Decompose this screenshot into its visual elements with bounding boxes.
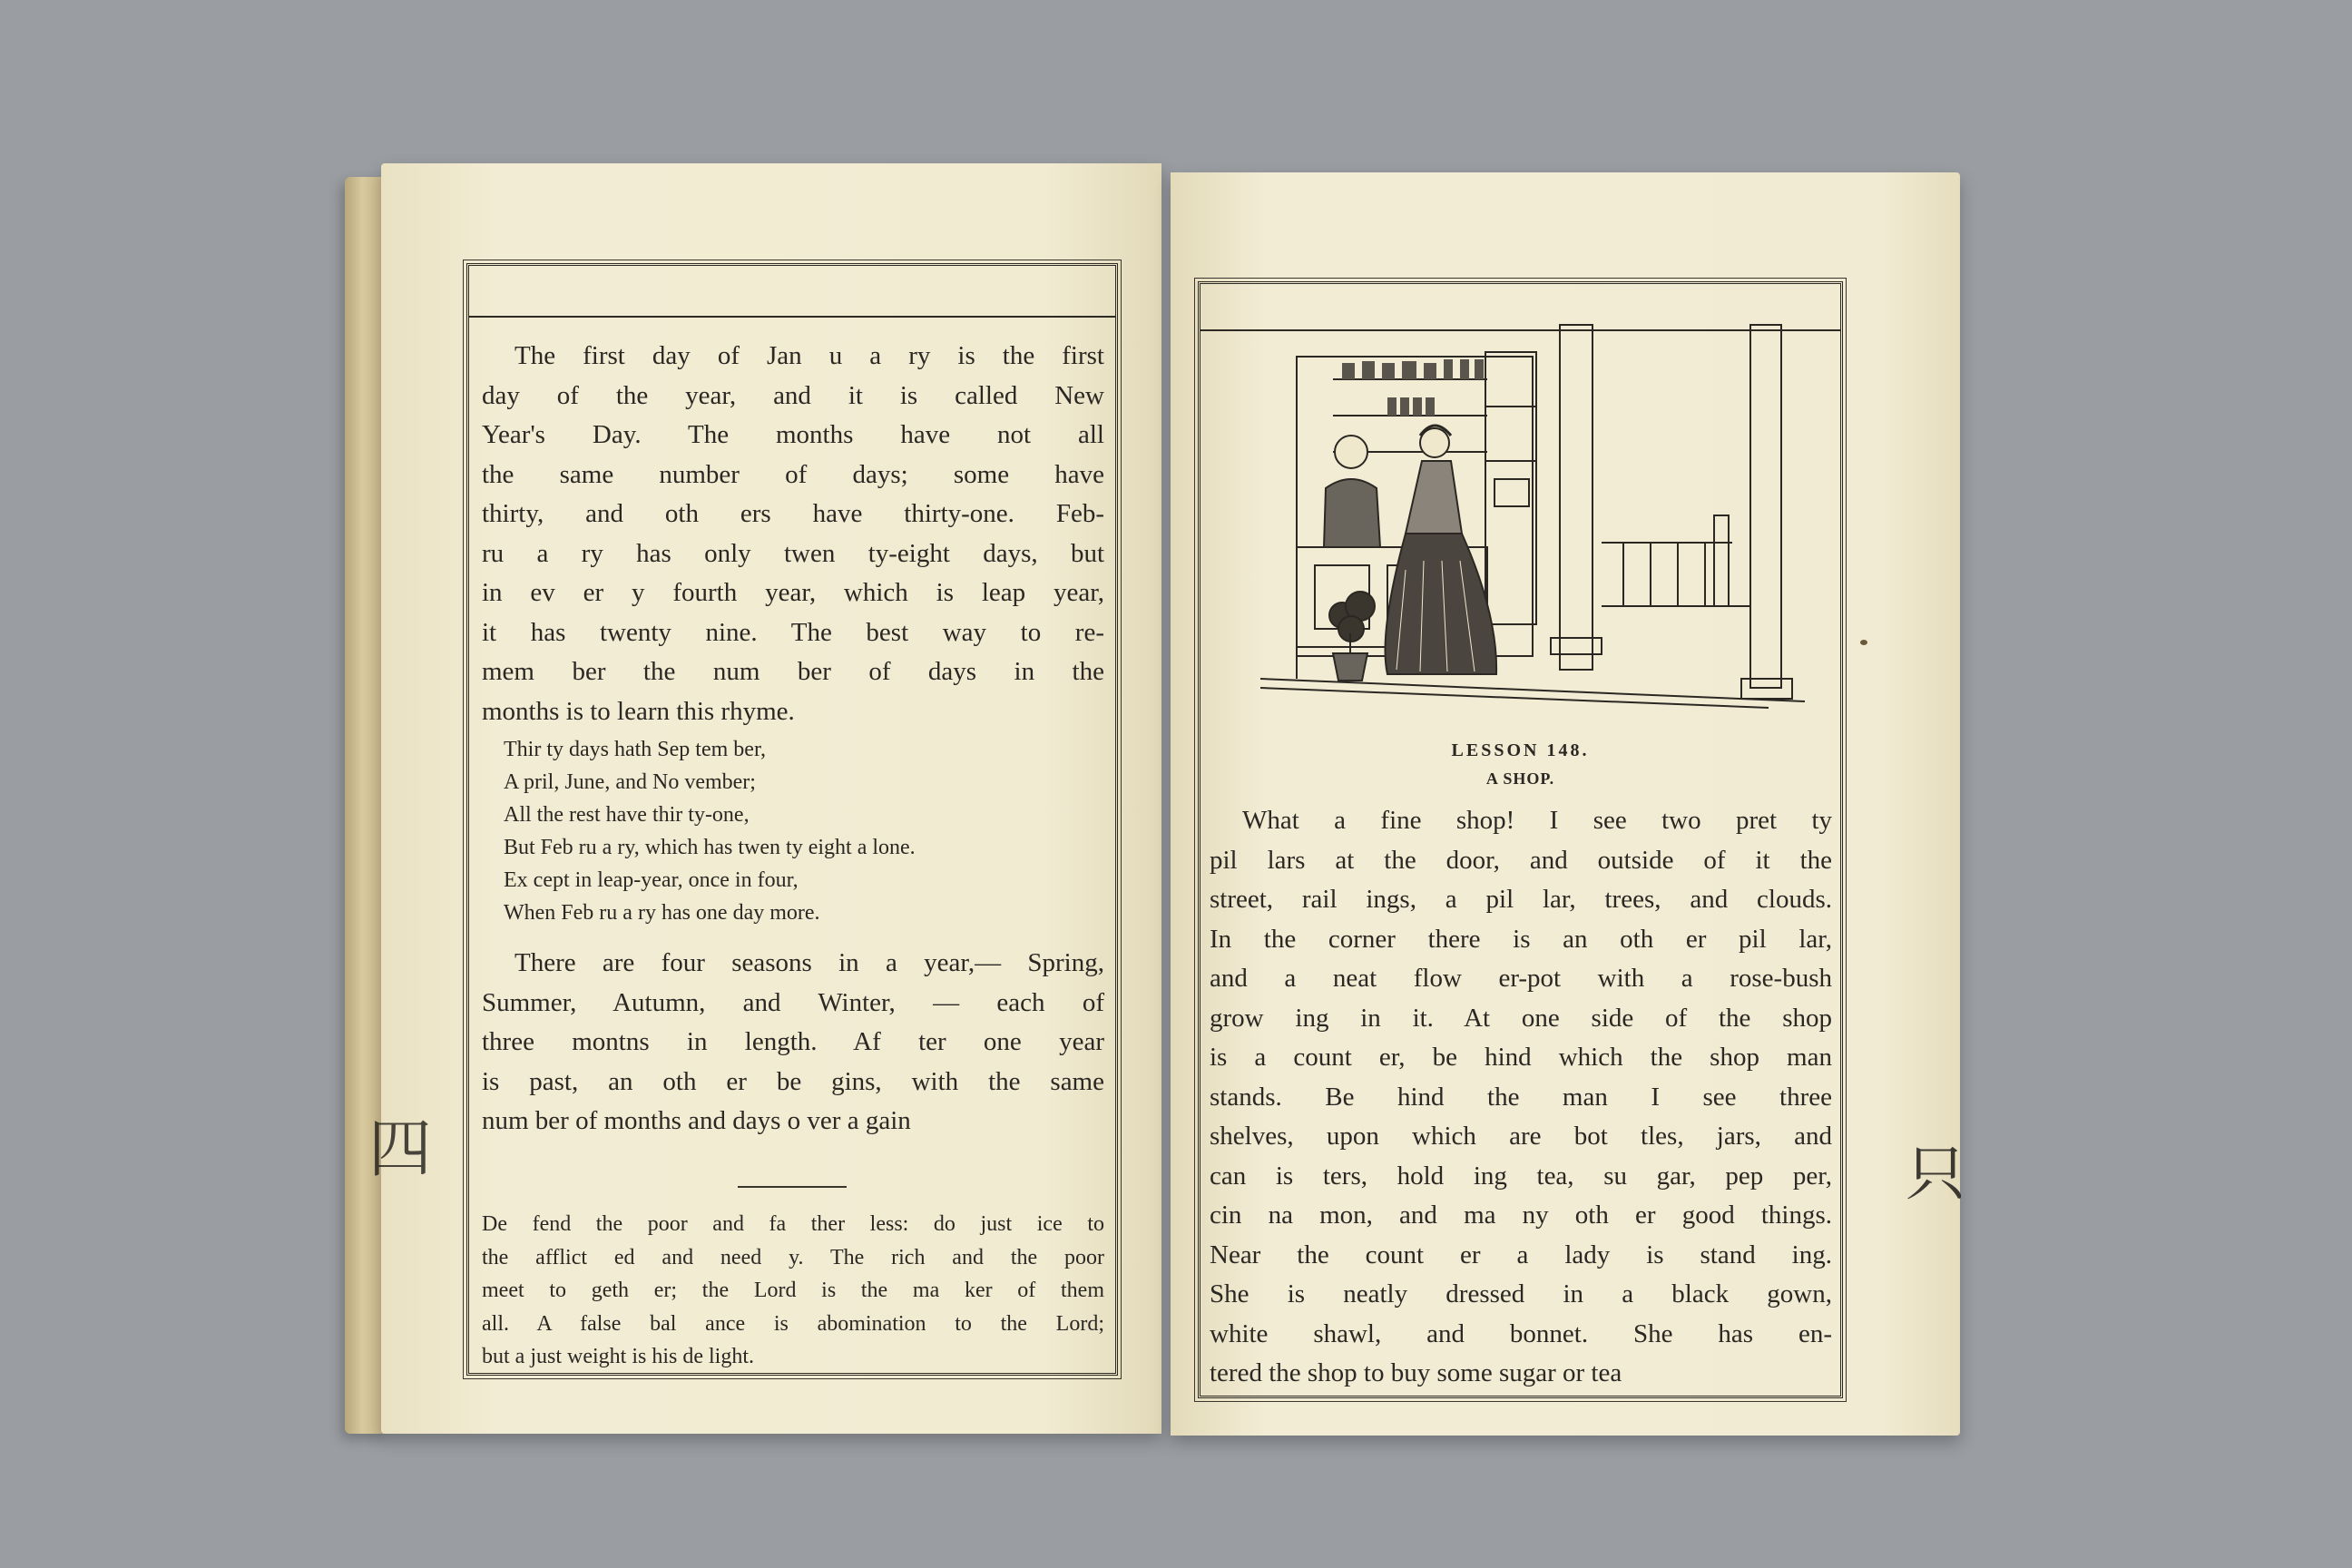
open-book	[345, 163, 1969, 1447]
text-line: white shawl, and bonnet. She has en-	[1210, 1318, 1832, 1348]
proverb-line: the afflict ed and need y. The rich and the poor	[482, 1245, 1104, 1269]
text-line: The first day of Jan u a ry is the first	[514, 341, 1104, 370]
text-line: is past, an oth er be gins, with the same	[482, 1066, 1104, 1096]
door-pillar-left	[1560, 325, 1592, 670]
text-line: num ber of months and days o ver a gain	[482, 1106, 911, 1135]
right-page-border	[1198, 281, 1843, 1398]
text-line: thirty, and oth ers have thirty-one. Feb-	[482, 499, 1104, 528]
door-pillar-right	[1750, 325, 1781, 688]
page-blemish	[1860, 640, 1867, 645]
text-line: three montns in length. Af ter one year	[482, 1027, 1104, 1056]
text-line: She is neatly dressed in a black gown,	[1210, 1279, 1832, 1308]
months-rhyme	[504, 733, 1102, 929]
text-line: grow ing in it. At one side of the shop	[1210, 1003, 1832, 1033]
proverb-line: De fend the poor and fa ther less: do just ice to	[482, 1212, 1104, 1236]
text-line: Year's Day. The months have not all	[482, 420, 1104, 449]
text-line: ru a ry has only twen ty-eight days, but	[482, 538, 1104, 568]
text-line: and a neat flow er-pot with a rose-bush	[1210, 964, 1832, 993]
text-line: is a count er, be hind which the shop man	[1210, 1043, 1832, 1072]
text-line: mem ber the num ber of days in the	[482, 657, 1104, 686]
paragraph-january	[482, 337, 1104, 731]
lesson-title: LESSON 148.	[1451, 740, 1590, 760]
header-rule	[469, 316, 1115, 318]
text-line: shelves, upon which are bot tles, jars, and	[1210, 1122, 1832, 1151]
text-line: pil lars at the door, and outside of it the	[1210, 845, 1832, 875]
lesson-subtitle: A SHOP.	[1485, 769, 1555, 788]
poem-line: All the rest have thir ty-one,	[504, 803, 750, 827]
poem-line: When Feb ru a ry has one day more.	[504, 901, 820, 925]
proverb-line: but a just weight is his de light.	[482, 1345, 754, 1368]
poem-line: Ex cept in leap-year, once in four,	[504, 868, 799, 892]
proverb-line: all. A false bal ance is abomination to the Lord;	[482, 1311, 1104, 1336]
text-line: months is to learn this rhyme.	[482, 696, 795, 726]
poem-line: Thir ty days hath Sep tem ber,	[504, 738, 766, 761]
text-line: Near the count er a lady is stand ing.	[1210, 1240, 1832, 1269]
poem-line: But Feb ru a ry, which has twen ty eight a lone.	[504, 836, 916, 859]
text-line: stands. Be hind the man I see three	[1210, 1082, 1832, 1112]
left-page-border	[466, 263, 1118, 1376]
text-line: tered the shop to buy some sugar or tea	[1210, 1358, 1622, 1387]
left-margin-mark: 四	[368, 1112, 432, 1186]
poem-line: A pril, June, and No vember;	[504, 770, 756, 794]
text-line: the same number of days; some have	[482, 459, 1104, 489]
shelf-jars	[1342, 359, 1484, 416]
right-page	[1171, 172, 1965, 1436]
flower-pot-rosebush	[1329, 592, 1375, 681]
right-margin-mark: 只	[1906, 1139, 1965, 1209]
section-divider	[738, 1186, 847, 1188]
text-line: day of the year, and it is called New	[482, 380, 1104, 410]
text-line: What a fine shop! I see two pret ty	[1242, 806, 1832, 835]
shop-engraving-illustration	[1260, 316, 1805, 715]
text-line: can is ters, hold ing tea, su gar, pep per,	[1210, 1161, 1832, 1191]
text-line: There are four seasons in a year,— Spring,	[514, 948, 1104, 977]
text-line: In the corner there is an oth er pil lar,	[1210, 924, 1832, 954]
text-line: cin na mon, and ma ny oth er good things.	[1210, 1200, 1832, 1230]
paragraph-shop	[1210, 801, 1832, 1394]
proverb-line: meet to geth er; the Lord is the ma ker of them	[482, 1279, 1104, 1302]
text-line: Summer, Autumn, and Winter, — each of	[482, 987, 1104, 1017]
paragraph-seasons	[482, 944, 1104, 1142]
proverb-block	[482, 1208, 1104, 1374]
lady-figure	[1386, 426, 1497, 674]
text-line: it has twenty nine. The best way to re-	[482, 617, 1104, 647]
left-page	[368, 163, 1161, 1434]
text-line: street, rail ings, a pil lar, trees, and clouds.	[1210, 885, 1832, 914]
text-line: in ev er y fourth year, which is leap year,	[482, 578, 1104, 607]
